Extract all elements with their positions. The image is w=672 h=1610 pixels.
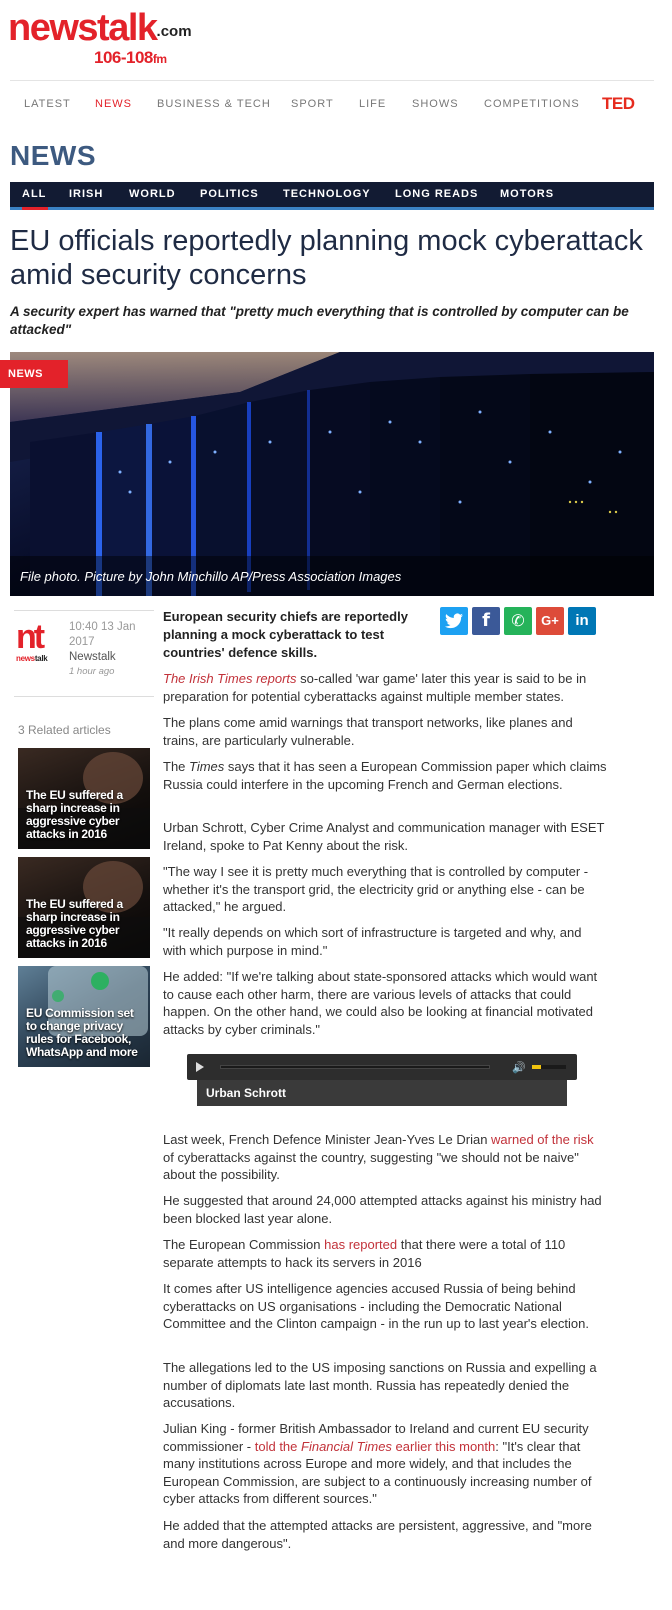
whatsapp-share-icon[interactable]: ✆ [504,607,532,635]
article-paragraph: "The way I see it is pretty much everything that is controlled by computer - whether it's the transport grid, the electricity grid or anything else - can be attacked," he argued. [163,864,589,914]
article-paragraph: He added that the attempted attacks are persistent, aggressive, and "more and more dangerous". [163,1518,592,1551]
logo-wordmark: newstalk [8,7,157,49]
paragraph-text: of cyberattacks against the country, suggesting "we should not be naive" about the possibility. [163,1149,579,1182]
sub-nav-technology[interactable]: TECHNOLOGY [283,188,371,200]
hero-caption: File photo. Picture by John Minchillo AP/Press Association Images [10,556,654,596]
article-author[interactable]: Newstalk [69,651,116,663]
volume-level [532,1065,541,1069]
newstalk-small-logo [16,620,62,666]
financial-times-link[interactable] [255,1439,496,1454]
article-lead: European security chiefs are reportedly planning a mock cyberattack to test countries' defence skills. [163,609,408,660]
warned-of-risk-link[interactable]: warned of the risk [491,1132,594,1147]
section-title: NEWS [10,140,96,171]
sidebar-divider [14,610,154,611]
sub-nav-irish[interactable]: IRISH [69,188,104,200]
has-reported-link[interactable]: has reported [324,1237,398,1252]
logo-domain: .com [156,23,192,40]
article-paragraph: The plans come amid warnings that transport networks, like planes and trains, are particularly vulnerable. [163,715,573,748]
article-paragraph [163,1236,608,1271]
related-article-title: EU Commission set to change privacy rules for Facebook, WhatsApp and more [26,1006,138,1059]
newstalk-logo[interactable] [8,8,198,68]
main-nav-sport[interactable]: SPORT [291,98,334,110]
sub-nav-motors[interactable]: MOTORS [500,188,555,200]
paragraph-emphasis: Times [189,759,225,774]
audio-progress-track[interactable] [220,1065,490,1069]
main-nav-shows[interactable]: SHOWS [412,98,459,110]
article-paragraph: Urban Schrott, Cyber Crime Analyst and communication manager with ESET Ireland, spoke to Pat Kenny about the risk. [163,820,605,853]
article-paragraph: He suggested that around 24,000 attempted attacks against his ministry had been blocked last year alone. [163,1193,602,1226]
sub-nav-long-reads[interactable]: LONG READS [395,188,479,200]
sub-nav [10,182,654,210]
twitter-icon [445,613,463,629]
related-article-card[interactable] [18,966,150,1067]
main-nav-news[interactable]: NEWS [95,98,132,110]
facebook-share-icon[interactable]: f [472,607,500,635]
sub-nav-all[interactable]: ALL [22,188,47,200]
related-articles-title: 3 Related articles [18,723,111,737]
related-article-title: The EU suffered a sharp increase in aggressive cyber attacks in 2016 [26,788,123,841]
sub-nav-politics[interactable]: POLITICS [200,188,259,200]
article-paragraph: "It really depends on which sort of infrastructure is targeted and why, and with which purpose in mind." [163,925,582,958]
nt-mark: nt [16,618,43,656]
nt-small-news: news [16,654,35,663]
nt-small-talk: talk [34,654,48,663]
main-nav [24,98,654,112]
audio-player [187,1054,577,1080]
article-paragraph: It comes after US intelligence agencies accused Russia of being behind cyberattacks on US organisations - including the Democratic National Committee and the Clinton campaign - in the run up to last year's election. [163,1281,589,1331]
irish-times-link-text: The Irish Times reports [163,671,297,686]
link-emphasis: Financial Times [301,1438,392,1454]
main-nav-business-tech[interactable]: BUSINESS & TECH [157,98,271,110]
main-nav-latest[interactable]: LATEST [24,98,71,110]
article-age: 1 hour ago [69,666,115,677]
volume-icon[interactable]: 🔊 [512,1062,526,1074]
article-paragraph: He added: "If we're talking about state-sponsored attacks which would want to cause each other harm, there are various levels of attacks that could happen. On the other hand, we could also be looking at financial motivated attacks by cyber criminals." [163,969,598,1037]
logo-frequency: 106-108 [94,48,153,67]
article-paragraph [163,1131,608,1184]
paragraph-text: : "It's clear that many institutions across Europe and more widely, and that includes the European Commission, are subject to a continuously increasing number of cyber attacks from different sources." [163,1438,592,1506]
google-plus-share-icon[interactable]: G+ [536,607,564,635]
article-paragraph [163,758,608,793]
article-standfirst: A security expert has warned that "pretty much everything that is controlled by computer can be attacked" [10,304,629,337]
play-icon[interactable] [196,1062,204,1072]
article-paragraph [163,1420,608,1508]
irish-times-link[interactable] [163,671,297,686]
related-article-card[interactable] [18,748,150,849]
article-paragraph: The allegations led to the US imposing sanctions on Russia and expelling a number of diplomats late last month. Russia has repeatedly denied the accusations. [163,1360,597,1410]
ted-logo[interactable]: TED [602,94,635,113]
header-divider [10,80,654,81]
sidebar-divider [14,696,154,697]
link-text: told the [254,1438,302,1454]
twitter-share-icon[interactable] [440,607,468,635]
article-headline: EU officials reportedly planning mock cyberattack amid security concerns [10,225,643,291]
paragraph-text: The European Commission [163,1237,325,1252]
audio-title: Urban Schrott [197,1080,567,1106]
paragraph-text: so-called 'war game' later this year is said to be in preparation for potential cyberattacks against multiple member states. [163,671,587,704]
paragraph-text: Last week, French Defence Minister Jean-Yves Le Drian [163,1132,492,1147]
paragraph-text: The [163,759,190,774]
main-nav-life[interactable]: LIFE [359,98,387,110]
paragraph-text: that there were a total of 110 separate attempts to hack its servers in 2016 [163,1237,566,1270]
link-text: earlier this month [391,1438,496,1454]
related-article-card[interactable] [18,857,150,958]
article-timestamp: 10:40 13 Jan 2017 [69,621,136,648]
main-nav-competitions[interactable]: COMPETITIONS [484,98,580,110]
hero-category-badge[interactable]: NEWS [0,360,68,388]
sub-nav-world[interactable]: WORLD [129,188,176,200]
related-article-title: The EU suffered a sharp increase in aggressive cyber attacks in 2016 [26,897,123,950]
article-paragraph [163,670,608,705]
linkedin-share-icon[interactable]: in [568,607,596,635]
paragraph-text: says that it has seen a European Commission paper which claims Russia could interfere in the upcoming French and German elections. [163,759,607,792]
paragraph-text: Julian King - former British Ambassador to Ireland and current EU security commissioner - [163,1421,589,1454]
sub-nav-active-indicator [22,207,48,210]
logo-fm: fm [152,52,167,66]
